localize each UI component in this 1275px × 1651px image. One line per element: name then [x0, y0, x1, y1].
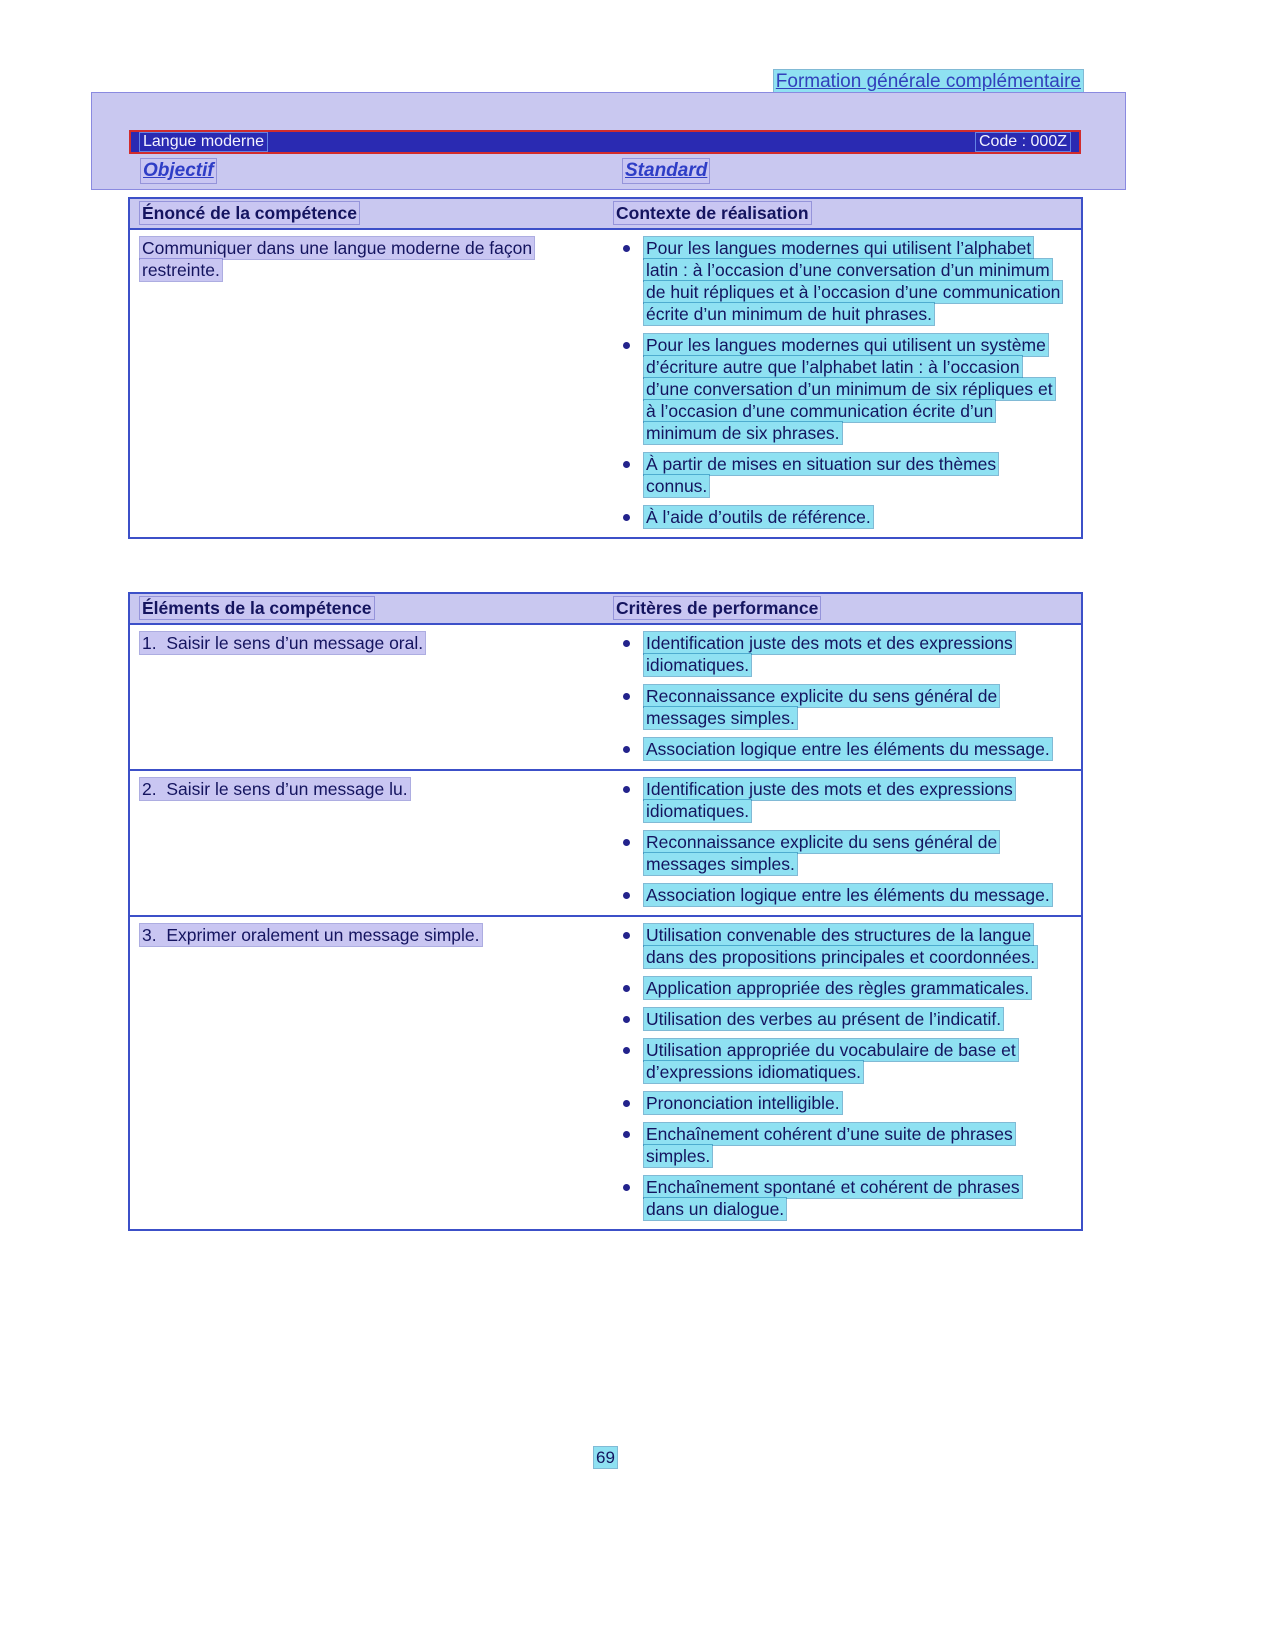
header-enonce-text: Énoncé de la compétence	[142, 203, 357, 223]
bullet-text: Association logique entre les éléments du message.	[646, 885, 1050, 905]
bullet-text: Reconnaissance explicite du sens général de messages simples.	[646, 832, 998, 874]
bullet-text: Enchaînement cohérent d’une suite de phrases simples.	[646, 1124, 1013, 1166]
contexte-cell	[614, 237, 1081, 528]
bullet-item	[614, 738, 1062, 760]
element-cell	[130, 632, 614, 760]
running-header	[128, 70, 1083, 94]
table-row	[130, 625, 1081, 769]
bullet-item	[614, 506, 1062, 528]
bullet-text: Association logique entre les éléments du message.	[646, 739, 1050, 759]
bullet-icon	[623, 461, 630, 468]
bullet-icon	[623, 1047, 630, 1054]
competence-table	[128, 197, 1083, 539]
bullet-item	[614, 453, 1062, 497]
bullet-icon	[623, 342, 630, 349]
bullet-item	[614, 778, 1062, 822]
title-panel	[91, 92, 1126, 190]
bullet-text: Pour les langues modernes qui utilisent l’alphabet latin : à l’occasion d’une conversation d’un minimum de huit répliques et à l’occasion d’une communication écrite d’un minimum de huit phrases.	[646, 238, 1061, 324]
bullet-text: Pour les langues modernes qui utilisent un système d’écriture autre que l’alphabet latin : à l’occasion d’une conversation d’un minimum de six répliques et à l’occasion d’une communication écrite d’un minimum de six phrases.	[646, 335, 1053, 443]
bullet-text: Application appropriée des règles grammaticales.	[646, 978, 1030, 998]
bullet-icon	[623, 932, 630, 939]
panel-headings	[92, 159, 1125, 185]
element-text: 1. Saisir le sens d’un message oral.	[142, 633, 424, 653]
bullet-item	[614, 1176, 1062, 1220]
bullet-icon	[623, 985, 630, 992]
bullet-item	[614, 1008, 1062, 1030]
bullet-text: Utilisation des verbes au présent de l’indicatif.	[646, 1009, 1002, 1029]
element-text: 2. Saisir le sens d’un message lu.	[142, 779, 408, 799]
bullet-item	[614, 977, 1062, 999]
header-elements-text: Éléments de la compétence	[142, 598, 372, 618]
bullet-text: À l’aide d’outils de référence.	[646, 507, 871, 527]
course-code: Code : 000Z	[976, 133, 1070, 151]
title-bar	[129, 130, 1081, 154]
bullet-icon	[623, 514, 630, 521]
running-header-text: Formation générale complémentaire	[775, 71, 1081, 92]
page-number-text: 69	[596, 1448, 615, 1467]
bullet-icon	[623, 1016, 630, 1023]
bullet-item	[614, 237, 1062, 325]
bullet-item	[614, 1123, 1062, 1167]
bullet-item	[614, 924, 1062, 968]
page-number	[128, 1447, 1083, 1468]
element-cell	[130, 778, 614, 906]
bullet-item	[614, 632, 1062, 676]
elements-table-header	[130, 594, 1081, 625]
standard-heading: Standard	[625, 160, 708, 181]
enonce-cell	[130, 237, 614, 528]
header-contexte-text: Contexte de réalisation	[616, 203, 809, 223]
bullet-text: Utilisation appropriée du vocabulaire de base et d’expressions idiomatiques.	[646, 1040, 1016, 1082]
table-row	[130, 915, 1081, 1229]
bullet-item	[614, 884, 1062, 906]
bullet-text: Identification juste des mots et des expressions idiomatiques.	[646, 779, 1013, 821]
bullet-icon	[623, 892, 630, 899]
header-cell-elements	[130, 597, 614, 619]
bullet-item	[614, 685, 1062, 729]
bullet-icon	[623, 1131, 630, 1138]
bullet-text: Prononciation intelligible.	[646, 1093, 840, 1113]
objectif-heading: Objectif	[143, 160, 214, 181]
bullet-text: Utilisation convenable des structures de la langue dans des propositions principales et coordonnées.	[646, 925, 1036, 967]
criteres-cell	[614, 924, 1081, 1220]
bullet-icon	[623, 245, 630, 252]
table-row	[130, 230, 1081, 537]
criteres-cell	[614, 778, 1081, 906]
bullet-icon	[623, 693, 630, 700]
bullet-text: Identification juste des mots et des expressions idiomatiques.	[646, 633, 1013, 675]
element-text: 3. Exprimer oralement un message simple.	[142, 925, 480, 945]
header-cell-contexte	[614, 202, 1081, 224]
course-title: Langue moderne	[140, 133, 267, 151]
bullet-icon	[623, 786, 630, 793]
header-cell-enonce	[130, 202, 614, 224]
competence-table-header	[130, 199, 1081, 230]
bullet-icon	[623, 640, 630, 647]
bullet-icon	[623, 1184, 630, 1191]
bullet-icon	[623, 839, 630, 846]
bullet-item	[614, 1092, 1062, 1114]
bullet-text: Enchaînement spontané et cohérent de phrases dans un dialogue.	[646, 1177, 1020, 1219]
header-cell-criteres	[614, 597, 1081, 619]
element-cell	[130, 924, 614, 1220]
enonce-text: Communiquer dans une langue moderne de façon restreinte.	[142, 238, 533, 280]
header-criteres-text: Critères de performance	[616, 598, 819, 618]
bullet-item	[614, 1039, 1062, 1083]
bullet-text: Reconnaissance explicite du sens général de messages simples.	[646, 686, 998, 728]
criteres-cell	[614, 632, 1081, 760]
bullet-item	[614, 334, 1062, 444]
bullet-icon	[623, 1100, 630, 1107]
elements-table	[128, 592, 1083, 1231]
bullet-item	[614, 831, 1062, 875]
bullet-icon	[623, 746, 630, 753]
bullet-text: À partir de mises en situation sur des thèmes connus.	[646, 454, 997, 496]
table-row	[130, 769, 1081, 915]
